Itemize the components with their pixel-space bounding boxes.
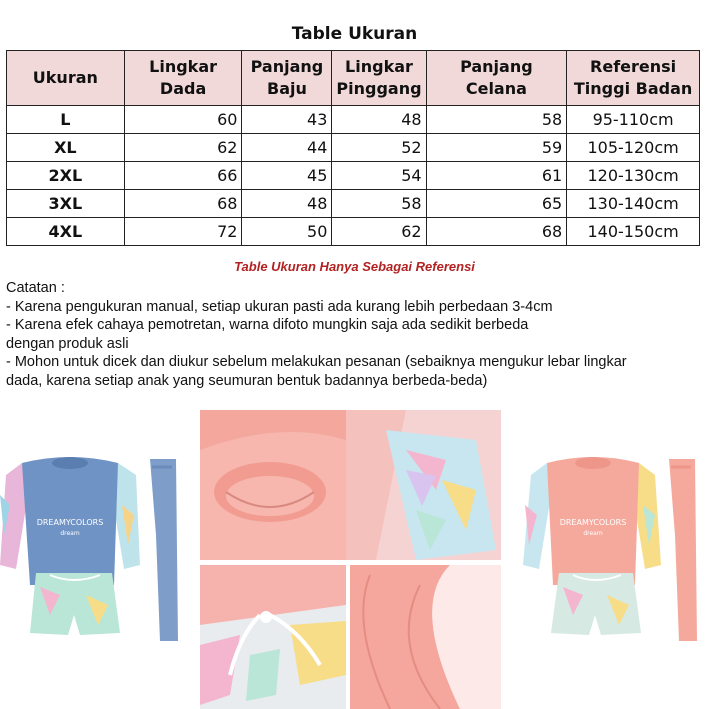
- notes-line: dengan produk asli: [6, 335, 129, 352]
- blue-print-sub: dream: [60, 530, 80, 537]
- blue-print-text: DREAMYCOLORS: [36, 518, 104, 527]
- table-cell-tinggi: 130-140cm: [567, 190, 700, 218]
- size-table: [6, 50, 700, 246]
- table-cell-dada: 60: [124, 106, 242, 134]
- table-row: [7, 134, 700, 162]
- table-cell-celana: 58: [426, 106, 567, 134]
- table-cell-celana: 59: [426, 134, 567, 162]
- table-cell-pinggang: 48: [332, 106, 426, 134]
- table-row: [7, 106, 700, 134]
- table-cell-celana: 61: [426, 162, 567, 190]
- table-cell-pinggang: 54: [332, 162, 426, 190]
- table-cell-pinggang: 62: [332, 218, 426, 246]
- table-cell-tinggi: 120-130cm: [567, 162, 700, 190]
- table-cell-dada: 62: [124, 134, 242, 162]
- column-header: Ukuran: [7, 51, 125, 106]
- notes-line: - Karena pengukuran manual, setiap ukuran pasti ada kurang lebih perbedaan 3-4cm: [6, 298, 553, 315]
- product-photo-hem: [350, 565, 501, 709]
- notes-line: - Karena efek cahaya pemotretan, warna difoto mungkin saja ada sedikit berbeda: [6, 317, 529, 333]
- product-photo-sleeve: [346, 410, 501, 560]
- table-cell-dada: 68: [124, 190, 242, 218]
- product-photo-neckline: [200, 410, 346, 560]
- table-cell-celana: 68: [426, 218, 567, 246]
- product-photo-drawstring: [200, 565, 346, 709]
- table-cell-dada: 72: [124, 218, 242, 246]
- column-header: Lingkar Dada: [124, 51, 242, 106]
- table-cell-tinggi: 95-110cm: [567, 106, 700, 134]
- table-cell-tinggi: 105-120cm: [567, 134, 700, 162]
- reference-note: Table Ukuran Hanya Sebagai Referensi: [234, 259, 475, 274]
- pink-print-text: DREAMYCOLORS: [559, 518, 627, 527]
- notes-line: - Mohon untuk dicek dan diukur sebelum melakukan pesanan (sebaiknya mengukur lebar lingkar: [6, 354, 627, 370]
- notes-heading: Catatan :: [6, 280, 65, 296]
- notes-line: dada, karena setiap anak yang seumuran bentuk badannya berbeda-beda): [6, 372, 488, 389]
- table-row: [7, 218, 700, 246]
- product-photo-blue-set: [0, 455, 194, 675]
- notes-block: [6, 279, 704, 390]
- table-cell-baju: 50: [242, 218, 332, 246]
- table-cell-baju: 45: [242, 162, 332, 190]
- size-table-body: [7, 106, 700, 246]
- table-cell-baju: 44: [242, 134, 332, 162]
- table-title: Table Ukuran: [291, 24, 418, 44]
- column-header: Panjang Celana: [426, 51, 567, 106]
- product-photo-pink-set: [511, 455, 709, 675]
- table-cell-pinggang: 52: [332, 134, 426, 162]
- table-cell-size: XL: [7, 134, 125, 162]
- table-cell-dada: 66: [124, 162, 242, 190]
- table-cell-celana: 65: [426, 190, 567, 218]
- column-header: Panjang Baju: [242, 51, 332, 106]
- column-header: Lingkar Pinggang: [332, 51, 426, 106]
- table-cell-size: 2XL: [7, 162, 125, 190]
- table-cell-pinggang: 58: [332, 190, 426, 218]
- table-cell-baju: 43: [242, 106, 332, 134]
- size-table-header: [7, 51, 700, 106]
- column-header: Referensi Tinggi Badan: [567, 51, 700, 106]
- table-cell-size: 3XL: [7, 190, 125, 218]
- table-cell-baju: 48: [242, 190, 332, 218]
- table-cell-tinggi: 140-150cm: [567, 218, 700, 246]
- table-row: [7, 190, 700, 218]
- pink-print-sub: dream: [583, 530, 603, 537]
- table-cell-size: L: [7, 106, 125, 134]
- table-cell-size: 4XL: [7, 218, 125, 246]
- table-row: [7, 162, 700, 190]
